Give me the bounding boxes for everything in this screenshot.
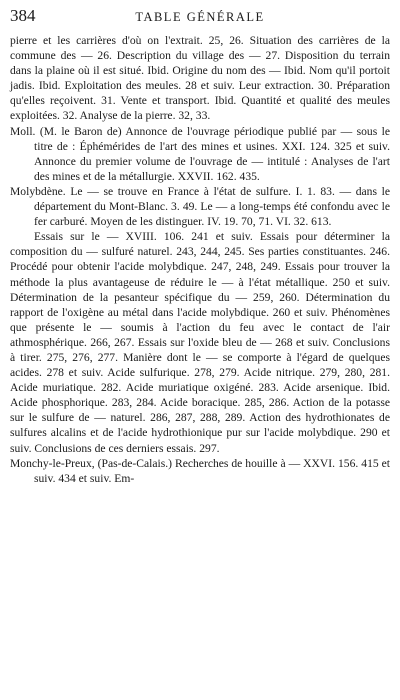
index-subentry-molybdene-essais: Essais sur le — XVIII. 106. 241 et suiv. Essais pour déterminer la composition du — sulfuré naturel. 243, 244, 245. Ses parties constituantes. 246. Procédé pour obtenir l'acide molybdique. 247, 248, 249. Essais pour trouver la méthode la plus avantageuse de réduire le — à l'état métallique. 250 et suiv. Détermination de la pesanteur spécifique du — 259, 260. Détermination du rapport de l'oxigène au métal dans l'acide molybdique. 260 et suiv. Phénomènes que présente le — soumis à l'action du feu avec le contact de l'air athmosphérique. 266, 267. Essais sur l'oxide bleu de — 268 et suiv. Conclusions à tirer. 275, 276, 277. Manière dont le — se comporte à l'égard de quelques acides. 278 et suiv. Acide sulfurique. 278, 279. Acide nitrique. 279, 280, 281. Acide muriatique. 282. Acide muriatique oxigéné. 283. Acide arsenique. Ibid. Acide phosphorique. 283, 284. Acide boracique. 285, 286. Action de la potasse sur le sulfure de — naturel. 286, 287, 288, 289. Action des hydrothionates de sulfures alcalins et de l'acide hydrothionique pur sur l'acide molybdique. 290 et suiv. Conclusions de ces derniers essais. 297. (10, 230, 390, 455)
page-header (10, 6, 390, 30)
index-entry-molybdene: Molybdène. Le — se trouve en France à l'état de sulfure. I. 1. 83. — dans le département du Mont-Blanc. 3. 49. Le — a long-temps été confondu avec le fer carburé. Moyen de les distinguer. IV. 19. 70, 71. VI. 32. 613. (10, 184, 390, 229)
index-text (10, 33, 390, 486)
index-entry-monchy: Monchy-le-Preux, (Pas-de-Calais.) Recherches de houille à — XXVI. 156. 415 et suiv. 434 et suiv. Em- (10, 456, 390, 485)
index-entry-moll: Moll. (M. le Baron de) Annonce de l'ouvrage périodique publié par — sous le titre de : Éphémérides de l'art des mines et usines. XXI. 124. 325 et suiv. Annonce du premier volume de l'ouvrage de — intitulé : Analyses de l'art des mines et de la métallurgie. XXVII. 162. 435. (10, 124, 390, 183)
page-number: 384 (10, 6, 36, 25)
running-head: TABLE GÉNÉRALE (135, 10, 265, 24)
index-paragraph: pierre et les carrières d'où on l'extrait. 25, 26. Situation des carrières de la commune des — 26. Description du village des — 27. Disposition du terrain dans la plaine où il est situé. Ibid. Origine du nom des — Ibid. Nom qu'il portoit jadis. Ibid. Exploitation des meules. 28 et suiv. Leur extraction. 30. Préparation qu'elles reçoivent. 31. Vente et transport. Ibid. Quantité et qualité des meules exploitées. 32. Analyse de la pierre. 32, 33. (10, 34, 390, 123)
